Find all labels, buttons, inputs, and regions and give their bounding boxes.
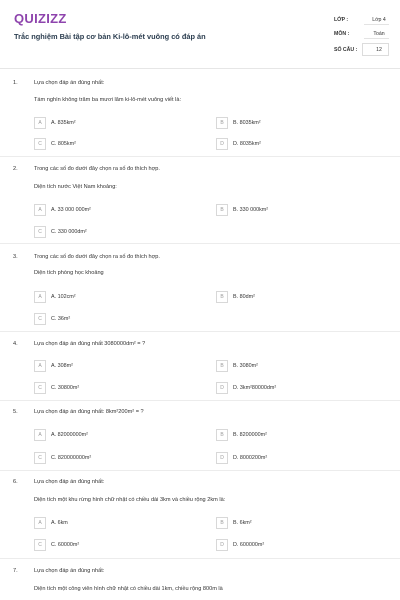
meta-subject-label: MÔN : bbox=[334, 31, 350, 37]
option-text: B. 3080m² bbox=[233, 363, 258, 369]
question-instruction: Lựa chọn đáp án đúng nhất: bbox=[34, 80, 105, 86]
question-divider bbox=[0, 558, 400, 559]
option-text: C. 820000000m² bbox=[51, 455, 92, 461]
option-text: B. 6km² bbox=[233, 520, 252, 526]
option-letter: C bbox=[34, 138, 46, 150]
option-text: D. 600000m² bbox=[233, 542, 265, 548]
option-text: D. 3km²80000dm² bbox=[233, 385, 277, 391]
meta-grade-label: LỚP : bbox=[334, 17, 349, 23]
option-text: D. 8035km² bbox=[233, 141, 261, 147]
question-instruction: Lựa chọn đáp án đúng nhất: bbox=[34, 479, 105, 485]
question-divider bbox=[0, 243, 400, 244]
option-letter: B bbox=[216, 117, 228, 129]
meta-question-count bbox=[334, 45, 389, 55]
option-text: D. 8000200m² bbox=[233, 455, 268, 461]
option-letter: C bbox=[34, 452, 46, 464]
question-text: Diện tích một công viên hình chữ nhật có chiều dài 1km, chiều rộng 800m là bbox=[34, 586, 223, 592]
question-instruction: Lựa chọn đáp án đúng nhất: 8km²200m² = ? bbox=[34, 409, 144, 415]
question-divider bbox=[0, 331, 400, 332]
option-text: A. 102cm² bbox=[51, 294, 76, 300]
meta-grade-value: Lớp 4 bbox=[372, 17, 386, 23]
option-letter: A bbox=[34, 117, 46, 129]
option-letter: A bbox=[34, 517, 46, 529]
question-number: 7. bbox=[13, 568, 18, 574]
question-instruction: Lựa chọn đáp án đúng nhất: bbox=[34, 568, 105, 574]
option-text: C. 330 000dm² bbox=[51, 229, 87, 235]
question-divider bbox=[0, 400, 400, 401]
question-number: 1. bbox=[13, 80, 18, 86]
meta-count-label: SỐ CÂU : bbox=[334, 47, 358, 53]
quizizz-logo: QUIZIZZ bbox=[14, 11, 67, 26]
option-letter: B bbox=[216, 517, 228, 529]
page-title: Trắc nghiệm Bài tập cơ bản Ki-lô-mét vuông có đáp án bbox=[14, 32, 206, 41]
question-divider bbox=[0, 156, 400, 157]
option-text: A. 835km² bbox=[51, 120, 76, 126]
option-text: C. 805km² bbox=[51, 141, 76, 147]
question-text: Diện tích nước Việt Nam khoảng: bbox=[34, 184, 117, 190]
option-letter: A bbox=[34, 204, 46, 216]
question-text: Tám nghìn không trăm ba mươi lăm ki-lô-mét vuông viết là: bbox=[34, 97, 182, 103]
option-text: B. 8200000m² bbox=[233, 432, 267, 438]
option-letter: A bbox=[34, 429, 46, 441]
option-letter: A bbox=[34, 291, 46, 303]
question-divider bbox=[0, 470, 400, 471]
option-letter: C bbox=[34, 382, 46, 394]
option-text: B. 330 000km² bbox=[233, 207, 269, 213]
question-text: Diện tích phòng học khoảng bbox=[34, 270, 104, 276]
meta-subject bbox=[334, 29, 389, 39]
option-letter: D bbox=[216, 138, 228, 150]
question-instruction: Lựa chọn đáp án đúng nhất 3080000dm² = ? bbox=[34, 341, 146, 347]
worksheet-header bbox=[0, 0, 400, 64]
option-text: C. 60000m² bbox=[51, 542, 80, 548]
option-letter: C bbox=[34, 313, 46, 325]
question-number: 4. bbox=[13, 341, 18, 347]
option-letter: D bbox=[216, 382, 228, 394]
option-letter: D bbox=[216, 539, 228, 551]
option-letter: A bbox=[34, 360, 46, 372]
question-text: Diện tích một khu rừng hình chữ nhật có chiều dài 3km và chiều rộng 2km là: bbox=[34, 497, 226, 503]
option-text: A. 6km bbox=[51, 520, 68, 526]
option-letter: B bbox=[216, 360, 228, 372]
meta-subject-value: Toán bbox=[373, 31, 385, 37]
option-letter: B bbox=[216, 429, 228, 441]
meta-count-value: 12 bbox=[376, 47, 382, 53]
option-text: B. 80dm² bbox=[233, 294, 255, 300]
option-text: C. 36m² bbox=[51, 316, 71, 322]
question-number: 5. bbox=[13, 409, 18, 415]
option-letter: D bbox=[216, 452, 228, 464]
option-letter: C bbox=[34, 226, 46, 238]
option-text: A. 82000000m² bbox=[51, 432, 88, 438]
question-number: 2. bbox=[13, 166, 18, 172]
option-text: A. 33 000 000m² bbox=[51, 207, 91, 213]
header-divider bbox=[0, 68, 400, 69]
question-instruction: Trong các số đo dưới đây chọn ra số đo thích hợp. bbox=[34, 166, 160, 172]
question-instruction: Trong các số đo dưới đây chọn ra số đo thích hợp. bbox=[34, 254, 160, 260]
option-letter: B bbox=[216, 291, 228, 303]
question-number: 3. bbox=[13, 254, 18, 260]
option-text: A. 308m² bbox=[51, 363, 73, 369]
meta-grade bbox=[334, 15, 389, 25]
option-letter: C bbox=[34, 539, 46, 551]
option-text: C. 30800m² bbox=[51, 385, 80, 391]
option-text: B. 8035km² bbox=[233, 120, 261, 126]
question-number: 6. bbox=[13, 479, 18, 485]
option-letter: B bbox=[216, 204, 228, 216]
